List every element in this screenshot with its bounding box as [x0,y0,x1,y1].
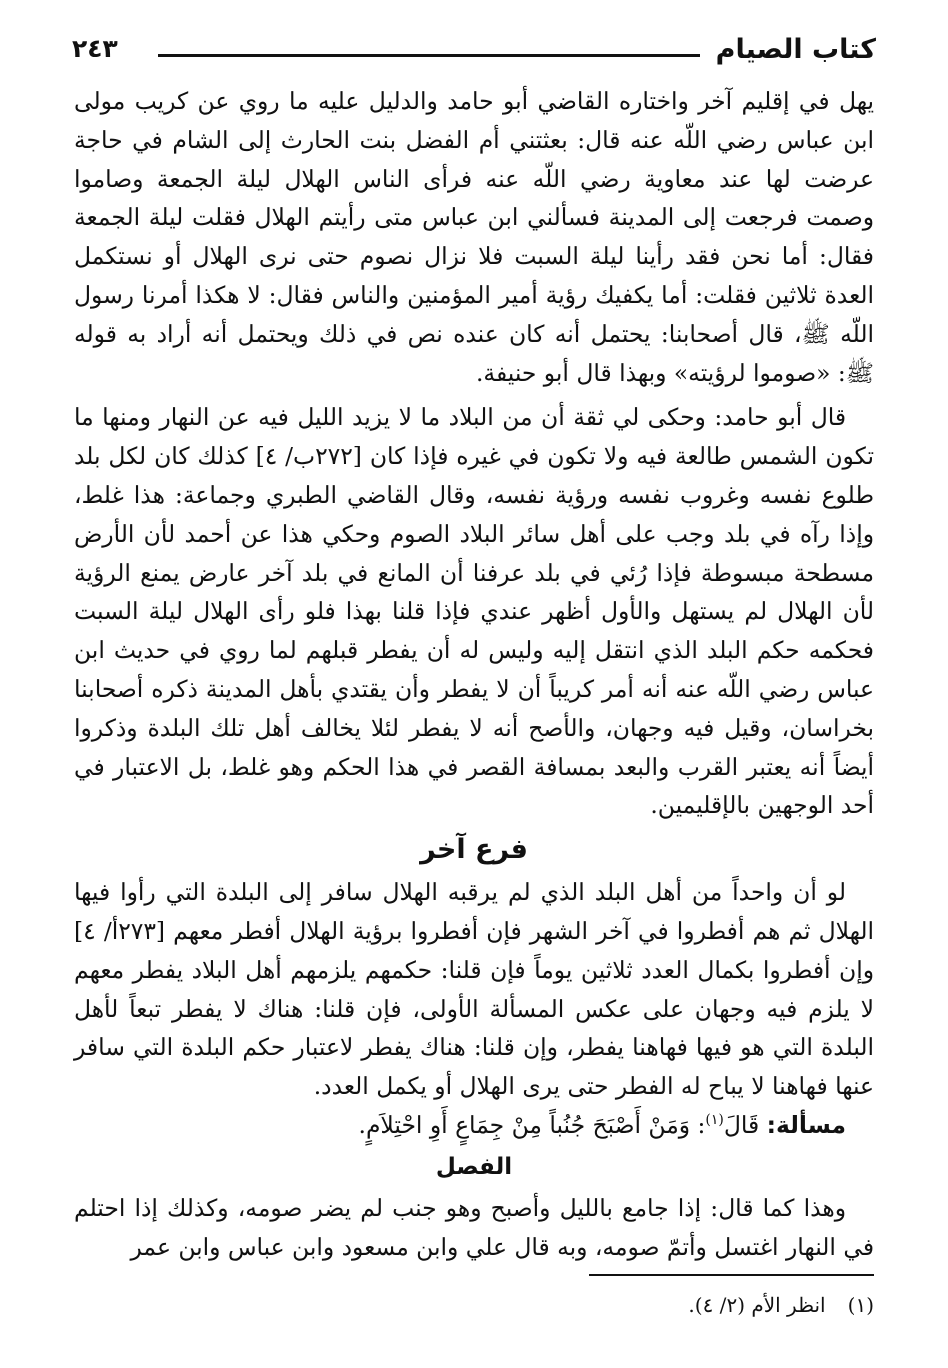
paragraph-traveler: لو أن واحداً من أهل البلد الذي لم يرقبه الهلال سافر إلى البلدة التي رأوا فيها الهلال ثم هم أفطروا في آخر الشهر فإن أفطروا برؤية الهلال أفطر معهم [٢٧٣أ/ ٤] وإن أفطروا بكمال العدد ثلاثين يوماً فإن قلنا: حكمهم يلزمهم أهل البلاد يفطر معهم لا يلزم فيه وجهان على عكس المسألة الأولى، فإن قلنا: هناك لا يفطر تبعاً لأهل البلدة التي هو فيها فهاهنا يفطر، وإن قلنا: هناك يفطر لاعتبار حكم البلدة التي سافر عنها فهاهنا لا يباح له الفطر حتى يرى الهلال أو يكمل العدد. [74,878,874,1101]
masala-label: مسألة: [766,1110,846,1139]
footnote [74,1290,874,1320]
book-title: كتاب الصيام [715,34,876,65]
footnote-number: (١) [847,1293,874,1317]
header-rule [158,54,700,57]
paragraph-abu-hamid: قال أبو حامد: وحكى لي ثقة أن من البلاد ما لا يزيد الليل فيه عن النهار ومنها ما تكون الشمس طالعة فيه ولا تكون في غيره فإذا كان [٢٧٢ب/ ٤] كذلك كان لكل بلد طلوع نفسه وغروب نفسه ورؤية نفسه، وقال القاضي الطبري وجماعة: هذا غلط، وإذا رآه في بلد وجب على أهل سائر البلاد الصوم وحكي هذا عن أحمد لأن الأرض مسطحة مبسوطة فإذا رُئي في بلد عرفنا أن المانع في بلد آخر عارض يمنع الرؤية لأن الهلال لم يستهل والأول أظهر عندي فإذا قلنا بهذا فلو رأى الهلال ليلة السبت فحكمه حكم البلد الذي انتقل إليه وليس له أن يفطر قبلهم لما روي في حديث ابن عباس رضي اللّه عنه أنه أمر كريباً أن لا يفطر وأن يقتدي بأهل المدينة ذكره أصحابنا بخراسان، وقيل فيه وجهان، والأصح أنه لا يفطر لئلا يخالف أهل تلك البلدة وذكروا أيضاً أنه يعتبر القرب والبعد بمسافة القصر في هذا الحكم وهو غلط، بل الاعتبار في أحد الوجهين بالإقليمين. [74,403,875,820]
footnote-text: انظر الأم (٢/ ٤). [688,1293,826,1317]
heading-section: الفصل [435,1153,513,1180]
footnote-reference: (١) [705,1112,724,1129]
page-header [72,30,876,70]
masala-line [74,1106,874,1145]
main-text [74,82,874,1266]
heading-another-branch: فرع آخر [420,834,528,866]
paragraph-continuation: يهل في إقليم آخر واختاره القاضي أبو حامد والدليل عليه ما روي عن كريب مولى ابن عباس رضي اللّه عنه قال: بعثتني أم الفضل بنت الحارث إلى الشام في حاجة عرضت لها عند معاوية رضي اللّه عنه فرأى الناس الهلال ليلة الجمعة وصاموا وصمت فرجعت إلى المدينة فسألني ابن عباس متى رأيتم الهلال فقلت ليلة الجمعة فقال: أما نحن فقد رأينا ليلة السبت فلا نزال نصوم حتى نرى الهلال أو نستكمل العدة ثلاثين فقلت: أما يكفيك رؤية أمير المؤمنين والناس فقال: لا هكذا أمرنا رسول اللّه ﷺ، قال أصحابنا: يحتمل أنه كان عنده نص في ذلك ويحتمل أنه أراد به قوله ﷺ: «صوموا لرؤيته» وبهذا قال أبو حنيفة. [74,87,874,387]
masala-text: : وَمَنْ أَصْبَحَ جُنُباً مِنْ جِمَاعٍ أَوِ احْتِلاَمٍ. [358,1110,706,1139]
paragraph-janaba: وهذا كما قال: إذا جامع بالليل وأصبح وهو جنب لم يضر صومه، وكذلك إذا احتلم في النهار اغتسل وأتمّ صومه، وبه قال علي وابن مسعود وابن عباس وابن عمر [74,1193,874,1261]
footnote-divider [589,1274,874,1276]
page-number: ٢٤٣ [72,34,118,63]
masala-qal: قَالَ [723,1110,760,1139]
